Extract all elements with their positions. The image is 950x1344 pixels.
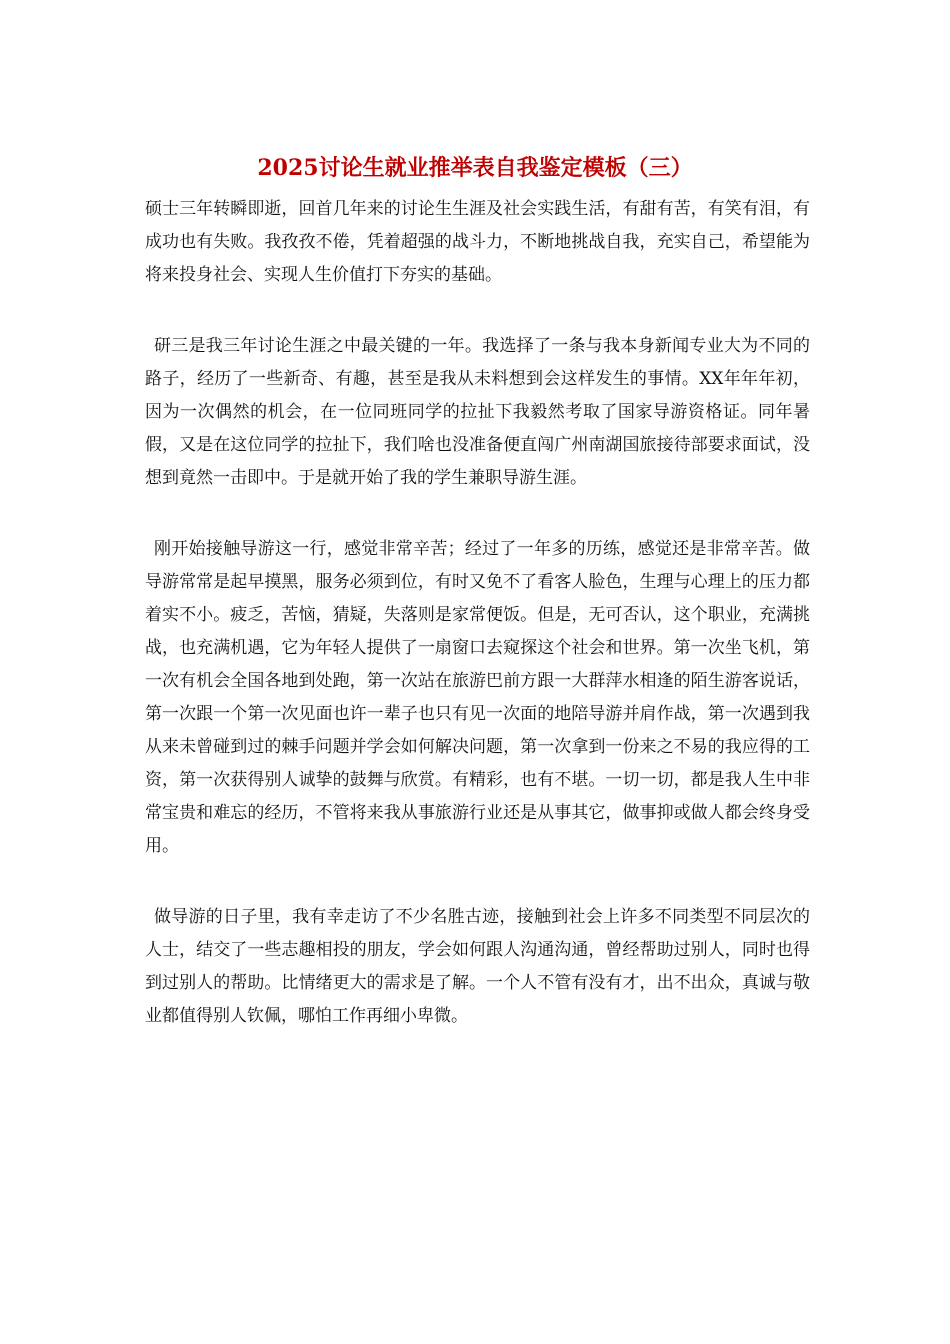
paragraph-tour-guide-experience: 刚开始接触导游这一行，感觉非常辛苦；经过了一年多的历练，感觉还是非常辛苦。做导游常常是起早摸黑，服务必须到位，有时又免不了看客人脸色，生理与心理上的压力都着实不小。疲乏，苦恼，猜疑，失落则是家常便饭。但是，无可否认，这个职业，充满挑战，也充满机遇，它为年轻人提供了一扇窗口去窥探这个社会和世界。第一次坐飞机，第一次有机会全国各地到处跑，第一次站在旅游巴前方跟一大群萍水相逢的陌生游客说话，第一次跟一个第一次见面也许一辈子也只有见一次面的地陪导游并肩作战，第一次遇到我从来未曾碰到过的棘手问题并学会如何解决问题，第一次拿到一份来之不易的我应得的工资，第一次获得别人诚挚的鼓舞与欣赏。有精彩，也有不堪。一切一切，都是我人生中非常宝贵和难忘的经历，不管将来我从事旅游行业还是从事其它，做事抑或做人都会终身受用。 bbox=[145, 539, 810, 856]
paragraph-year-three: 研三是我三年讨论生涯之中最关键的一年。我选择了一条与我本身新闻专业大为不同的路子，经历了一些新奇、有趣，甚至是我从未料想到会这样发生的事情。XX年年年初，因为一次偶然的机会，在一位同班同学的拉扯下我毅然考取了国家导游资格证。同年暑假，又是在这位同学的拉扯下，我们啥也没准备便直闯广州南湖国旅接待部要求面试，没想到竟然一击即中。于是就开始了我的学生兼职导游生涯。 bbox=[145, 336, 810, 488]
document-body bbox=[145, 193, 810, 1071]
document-title: 2025讨论生就业推举表自我鉴定模板（三） bbox=[257, 155, 693, 181]
paragraph-tour-guide-days: 做导游的日子里，我有幸走访了不少名胜古迹，接触到社会上许多不同类型不同层次的人士，结交了一些志趣相投的朋友，学会如何跟人沟通沟通，曾经帮助过别人，同时也得到过别人的帮助。比情绪更大的需求是了解。一个人不管有没有才，出不出众，真诚与敬业都值得别人钦佩，哪怕工作再细小卑微。 bbox=[145, 907, 810, 1026]
paragraph-intro: 硕士三年转瞬即逝，回首几年来的讨论生生涯及社会实践生活，有甜有苦，有笑有泪，有成功也有失败。我孜孜不倦，凭着超强的战斗力，不断地挑战自我，充实自己，希望能为将来投身社会、实现人生价值打下夯实的基础。 bbox=[145, 199, 810, 285]
